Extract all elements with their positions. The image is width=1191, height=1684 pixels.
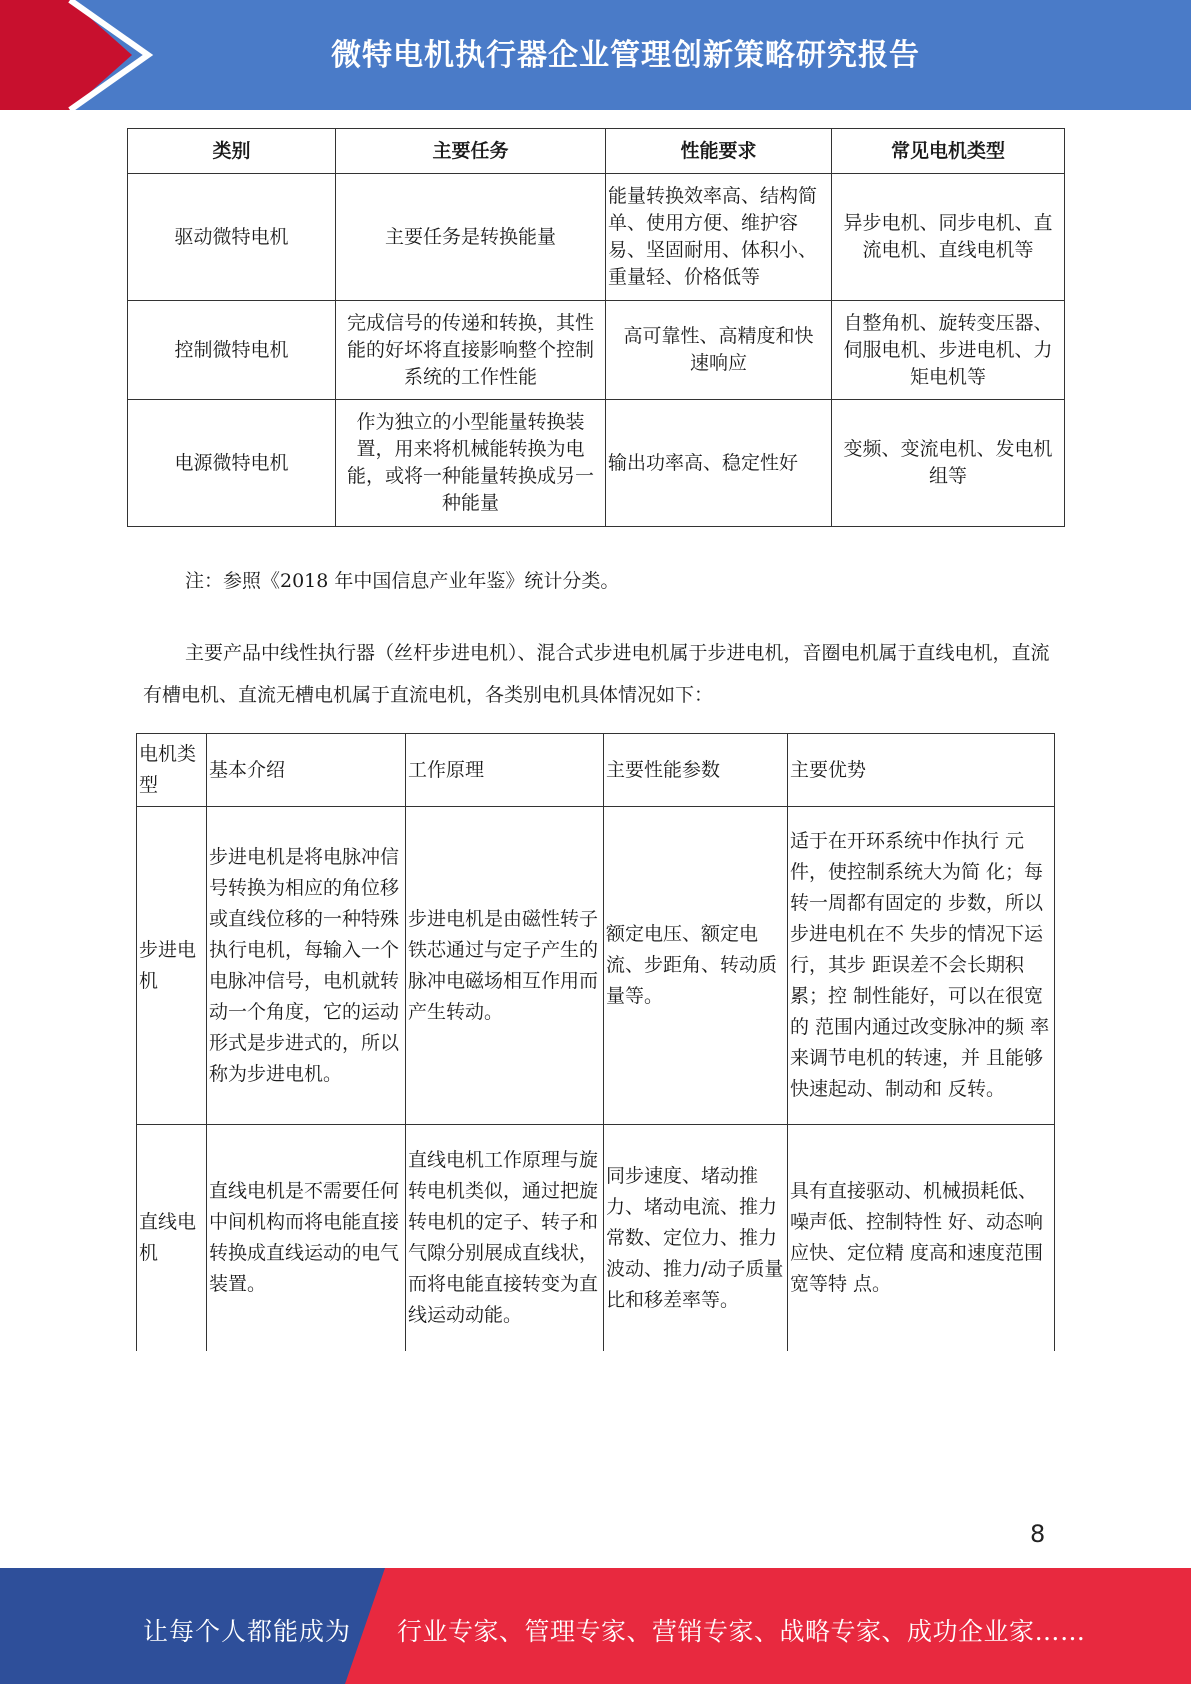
table-row (137, 807, 1055, 1125)
table-cell: 作为独立的小型能量转换装置，用来将机械能转换为电能，或将一种能量转换成另一种能量 (336, 400, 606, 527)
column-header: 基本介绍 (207, 734, 406, 807)
table-cell: 步进电机 (137, 807, 207, 1125)
footer-slogan-left: 让每个人都能成为 (143, 1617, 352, 1646)
table-cell: 适于在开环系统中作执行 元件，使控制系统大为简 化；每转一周都有固定的 步数，所以步进电机在不 失步的情况下运行，其步 距误差不会长期积累；控 制性能好，可以在很宽的 范围内通过改变脉冲的频 率来调节电机的转速，并 且能够快速起动、制动和 反转。 (788, 807, 1055, 1125)
table-cell: 异步电机、同步电机、直流电机、直线电机等 (832, 174, 1065, 301)
table-row (128, 174, 1065, 301)
column-header: 主要任务 (336, 129, 606, 174)
table-header-row (137, 734, 1055, 807)
motor-category-table (127, 128, 1065, 527)
table-note: 注：参照《2018 年中国信息产业年鉴》统计分类。 (185, 570, 620, 592)
table-cell: 步进电机是将电脉冲信号转换为相应的角位移或直线位移的一种特殊执行电机，每输入一个电脉冲信号，电机就转动一个角度，它的运动形式是步进式的，所以称为步进电机。 (207, 807, 406, 1125)
table-cell: 额定电压、额定电流、步距角、转动质量等。 (604, 807, 788, 1125)
table-cell: 完成信号的传递和转换，其性能的好坏将直接影响整个控制系统的工作性能 (336, 301, 606, 400)
table-cell: 驱动微特电机 (128, 174, 336, 301)
table-cell: 变频、变流电机、发电机组等 (832, 400, 1065, 527)
table-cell: 主要任务是转换能量 (336, 174, 606, 301)
table-row (137, 1125, 1055, 1352)
column-header: 工作原理 (406, 734, 604, 807)
footer-slogan-right: 行业专家、管理专家、营销专家、战略专家、成功企业家…… (397, 1617, 1086, 1646)
report-title: 微特电机执行器企业管理创新策略研究报告 (331, 38, 920, 73)
table-cell: 直线电机 (137, 1125, 207, 1352)
body-paragraph: 主要产品中线性执行器（丝杆步进电机）、混合式步进电机属于步进电机，音圈电机属于直线电机，直流有槽电机、直流无槽电机属于直流电机，各类别电机具体情况如下： (143, 642, 1050, 706)
column-header: 主要优势 (788, 734, 1055, 807)
table-cell: 电源微特电机 (128, 400, 336, 527)
column-header: 类别 (128, 129, 336, 174)
table-cell: 输出功率高、稳定性好 (606, 400, 832, 527)
column-header: 性能要求 (606, 129, 832, 174)
table-cell: 高可靠性、高精度和快速响应 (606, 301, 832, 400)
column-header: 主要性能参数 (604, 734, 788, 807)
page-number: 8 (1030, 1520, 1046, 1548)
motor-detail-table (136, 733, 1055, 1351)
table-cell: 自整角机、旋转变压器、伺服电机、步进电机、力矩电机等 (832, 301, 1065, 400)
page-footer (0, 1568, 1191, 1684)
table-cell: 控制微特电机 (128, 301, 336, 400)
table-cell: 具有直接驱动、机械损耗低、噪声低、控制特性 好、动态响应快、定位精 度高和速度范围宽等特 点。 (788, 1125, 1055, 1352)
table-row (128, 301, 1065, 400)
table-cell: 同步速度、堵动推力、堵动电流、推力常数、定位力、推力波动、推力/动子质量比和移差率等。 (604, 1125, 788, 1352)
table-header-row (128, 129, 1065, 174)
column-header: 电机类型 (137, 734, 207, 807)
table-cell: 步进电机是由磁性转子铁芯通过与定子产生的脉冲电磁场相互作用而产生转动。 (406, 807, 604, 1125)
table-row (128, 400, 1065, 527)
table-cell: 直线电机是不需要任何中间机构而将电能直接转换成直线运动的电气装置。 (207, 1125, 406, 1352)
table-cell: 直线电机工作原理与旋转电机类似，通过把旋转电机的定子、转子和气隙分别展成直线状，而将电能直接转变为直线运动动能。 (406, 1125, 604, 1352)
column-header: 常见电机类型 (832, 129, 1065, 174)
page-header (0, 0, 1191, 110)
table-cell: 能量转换效率高、结构简单、使用方便、维护容易、坚固耐用、体积小、重量轻、价格低等 (606, 174, 832, 301)
